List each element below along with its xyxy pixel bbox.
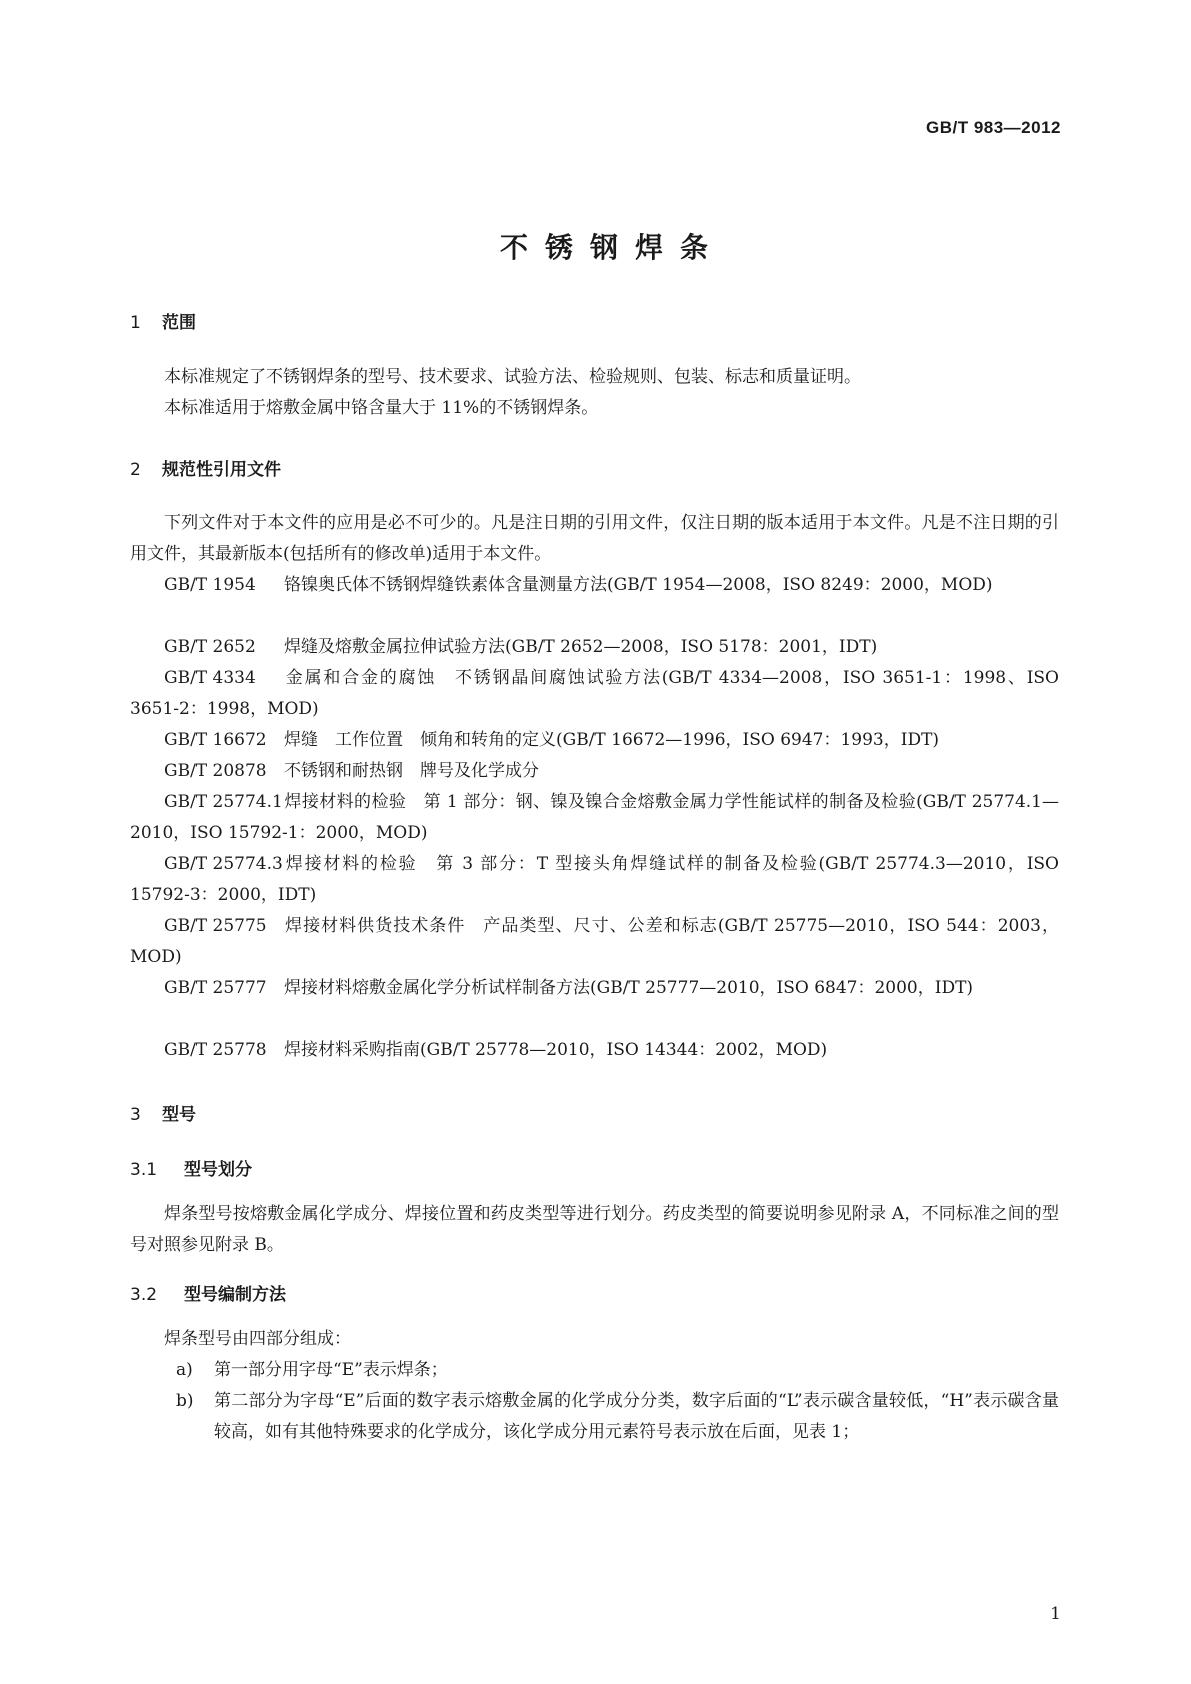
- section-3-1-heading: [130, 1155, 252, 1180]
- reference-text: 金属和合金的腐蚀 不锈钢晶间腐蚀试验方法(GB/T 4334—2008，ISO 3651-1：1998、ISO 3651-2：1998，MOD): [130, 668, 1059, 719]
- reference-item: [130, 1035, 1059, 1066]
- reference-code: GB/T 25774.1: [164, 792, 283, 812]
- composition-intro: 焊条型号由四部分组成：: [164, 1329, 351, 1349]
- classification-paragraph: 焊条型号按熔敷金属化学成分、焊接位置和药皮类型等进行划分。药皮类型的简要说明参见附录 A，不同标准之间的型号对照参见附录 B。: [130, 1204, 1059, 1255]
- reference-code: GB/T 16672: [164, 730, 267, 750]
- reference-code: GB/T 20878: [164, 761, 267, 781]
- list-text: 第二部分为字母“E”后面的数字表示熔敷金属的化学成分分类，数字后面的“L”表示碳含量较低，“H”表示碳含量较高，如有其他特殊要求的化学成分，该化学成分用元素符号表示放在后面，见表 1；: [214, 1391, 1059, 1442]
- reference-code: GB/T 25775: [164, 916, 267, 936]
- scope-paragraph-1: 本标准规定了不锈钢焊条的型号、技术要求、试验方法、检验规则、包装、标志和质量证明。: [164, 367, 861, 387]
- scope-paragraph-2: 本标准适用于熔敷金属中铬含量大于 11%的不锈钢焊条。: [164, 398, 599, 418]
- page-number: 1: [1050, 1604, 1061, 1624]
- section-number: 1: [130, 313, 141, 333]
- list-label: a): [176, 1360, 193, 1380]
- section-title: 型号: [162, 1105, 196, 1125]
- reference-text: 焊接材料熔敷金属化学分析试样制备方法(GB/T 25777—2010，ISO 6847：2000，IDT): [284, 978, 974, 998]
- document-title: 不锈钢焊条: [499, 231, 725, 264]
- section-3-2-heading: [130, 1280, 286, 1305]
- reference-item: [130, 756, 1059, 787]
- list-text: 第一部分用字母“E”表示焊条；: [214, 1360, 448, 1380]
- reference-code: GB/T 4334: [164, 668, 256, 688]
- reference-item: [130, 632, 1059, 663]
- reference-item: [130, 849, 1059, 911]
- reference-code: GB/T 25778: [164, 1040, 267, 1060]
- reference-item: [130, 663, 1059, 725]
- section-1-heading: [130, 308, 196, 333]
- reference-text: 焊缝 工作位置 倾角和转角的定义(GB/T 16672—1996，ISO 6947：1993，IDT): [284, 730, 940, 750]
- reference-item: [130, 911, 1059, 973]
- list-item: [176, 1386, 1059, 1448]
- reference-text: 焊接材料的检验 第 3 部分：T 型接头角焊缝试样的制备及检验(GB/T 25774.3—2010，ISO 15792-3：2000，IDT): [130, 854, 1059, 905]
- reference-code: GB/T 1954: [164, 575, 256, 595]
- reference-text: 不锈钢和耐热钢 牌号及化学成分: [284, 761, 539, 781]
- section-3-heading: [130, 1100, 196, 1125]
- section-number: 2: [130, 460, 141, 480]
- list-item: [176, 1355, 1059, 1386]
- reference-code: GB/T 25777: [164, 978, 267, 998]
- reference-code: GB/T 2652: [164, 637, 256, 657]
- reference-item: [130, 725, 1059, 756]
- section-number: 3.1: [130, 1160, 158, 1180]
- reference-item: [130, 570, 1059, 601]
- reference-text: 焊缝及熔敷金属拉伸试验方法(GB/T 2652—2008，ISO 5178：2001，IDT): [284, 637, 878, 657]
- section-title: 范围: [162, 313, 196, 333]
- reference-item: [130, 973, 1059, 1004]
- section-title: 规范性引用文件: [162, 460, 281, 480]
- list-label: b): [176, 1391, 194, 1411]
- section-number: 3.2: [130, 1285, 158, 1305]
- references-intro: 下列文件对于本文件的应用是必不可少的。凡是注日期的引用文件，仅注日期的版本适用于本文件。凡是不注日期的引用文件，其最新版本(包括所有的修改单)适用于本文件。: [130, 513, 1059, 564]
- reference-code: GB/T 25774.3: [164, 854, 283, 874]
- reference-text: 焊接材料供货技术条件 产品类型、尺寸、公差和标志(GB/T 25775—2010，ISO 544：2003，MOD): [130, 916, 1059, 967]
- reference-text: 焊接材料的检验 第 1 部分：钢、镍及镍合金熔敷金属力学性能试样的制备及检验(GB/T 25774.1—2010，ISO 15792-1：2000，MOD): [130, 792, 1059, 843]
- reference-text: 铬镍奥氏体不锈钢焊缝铁素体含量测量方法(GB/T 1954—2008，ISO 8249：2000，MOD): [284, 575, 993, 595]
- reference-item: [130, 787, 1059, 849]
- section-2-heading: [130, 455, 281, 480]
- section-number: 3: [130, 1105, 141, 1125]
- document-code: GB/T 983—2012: [925, 118, 1061, 137]
- reference-text: 焊接材料采购指南(GB/T 25778—2010，ISO 14344：2002，MOD): [284, 1040, 828, 1060]
- section-title: 型号划分: [184, 1160, 252, 1180]
- section-title: 型号编制方法: [184, 1285, 286, 1305]
